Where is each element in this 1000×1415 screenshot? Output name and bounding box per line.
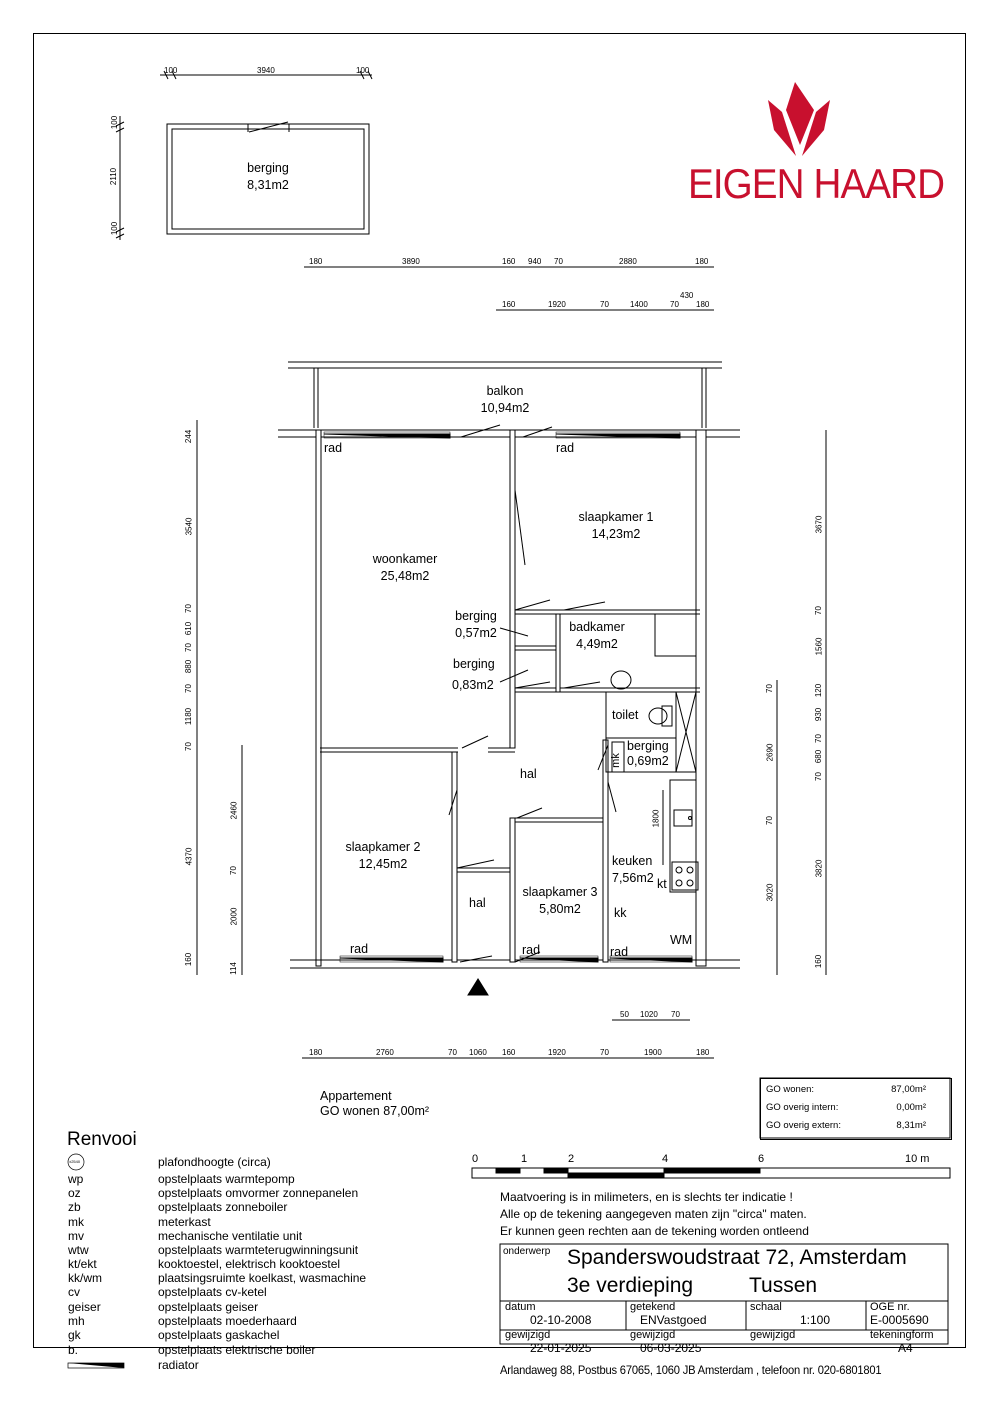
dim-storage-h-1: 3940 — [257, 66, 275, 75]
legend-code: mv — [68, 1229, 84, 1243]
schaal-value: 1:100 — [800, 1313, 831, 1327]
dim-top2-6: 180 — [696, 300, 710, 309]
dim-kitchen: 1800 — [651, 809, 661, 828]
legend-desc: opstelplaats gaskachel — [158, 1328, 280, 1342]
legend-desc: plafondhoogte (circa) — [158, 1155, 271, 1169]
legend-code: b. — [68, 1343, 79, 1357]
datum-value: 02-10-2008 — [530, 1313, 592, 1327]
legend-code: cv — [68, 1285, 80, 1299]
dim-bottom2-6: 70 — [600, 1048, 609, 1057]
tekeningform-value: A4 — [898, 1341, 913, 1355]
summary-line-1: Appartement — [320, 1089, 392, 1103]
dim-bottom2-7: 1900 — [644, 1048, 662, 1057]
gewijzigd-3-label: gewijzigd — [750, 1329, 796, 1341]
disclaimer — [500, 1189, 809, 1240]
dim-left2-3: 114 — [228, 962, 238, 975]
room-woonkamer — [360, 551, 450, 585]
room-slaapkamer-2-area: 12,45m2 — [358, 857, 408, 871]
dim-left-3: 610 — [184, 621, 194, 636]
dim-left-0: 244 — [184, 429, 194, 444]
dim-right-2: 1560 — [814, 637, 824, 656]
dim-left-10: 160 — [184, 952, 194, 967]
dim-right2-1: 2690 — [765, 743, 775, 762]
dim-bottom2-2: 70 — [448, 1048, 457, 1057]
dim-top1-6: 180 — [695, 257, 709, 266]
radiator-label-2: rad — [556, 441, 575, 455]
summary-line-2: GO wonen 87,00m² — [320, 1104, 430, 1118]
disclaimer-line-2: Alle op de tekening aangegeven maten zijn "circa" maten. — [500, 1207, 807, 1221]
getekend-value: ENVastgoed — [640, 1313, 707, 1327]
radiator-label-4: rad — [522, 943, 541, 957]
room-balkon-area: 10,94m2 — [480, 401, 530, 415]
room-keuken-area: 7,56m2 — [612, 871, 654, 885]
radiator-label-3: rad — [350, 942, 369, 956]
room-berging-2-area: 0,83m2 — [452, 678, 494, 692]
room-berging-1-area: 0,57m2 — [455, 626, 497, 640]
go-label: GO overig intern: — [766, 1102, 839, 1113]
legend-desc: mechanische ventilatie unit — [158, 1229, 303, 1243]
dim-left-1: 3540 — [184, 517, 194, 536]
dim-top2-3: 1400 — [630, 300, 648, 309]
scale-tick-0: 0 — [472, 1153, 479, 1165]
legend-desc: opstelplaats cv-ketel — [158, 1285, 267, 1299]
dim-top1-4: 70 — [554, 257, 563, 266]
room-slaapkamer-1-name: slaapkamer 1 — [578, 510, 654, 524]
dim-bottom1-0: 50 — [620, 1010, 629, 1019]
dim-bottom1-2: 70 — [671, 1010, 680, 1019]
room-hal-2: hal — [469, 896, 486, 910]
floor: 3e verdieping — [567, 1274, 694, 1297]
dim-left-2: 70 — [183, 604, 193, 613]
dim-top1-3: 940 — [528, 257, 542, 266]
legend-desc: radiator — [158, 1358, 199, 1372]
tekeningform-label: tekeningform — [870, 1329, 934, 1341]
dim-bottom1-1: 1020 — [640, 1010, 658, 1019]
room-slaapkamer-1 — [568, 509, 664, 543]
dim-right-3: 120 — [814, 683, 824, 698]
radiator-label-1: rad — [324, 441, 343, 455]
dim-bottom2-1: 2760 — [376, 1048, 394, 1057]
dim-right-5: 70 — [813, 734, 823, 743]
scale-tick-4: 6 — [758, 1153, 765, 1165]
dim-left-4: 70 — [183, 643, 193, 652]
room-koelkast: kk — [614, 906, 627, 920]
dim-right2-3: 3020 — [765, 883, 775, 902]
legend-code: kk/wm — [68, 1271, 102, 1285]
legend-code: oz — [68, 1186, 81, 1200]
eigen-haard-logo-text: EIGEN HAARD — [688, 160, 945, 207]
legend-desc: opstelplaats moederhaard — [158, 1314, 297, 1328]
legend-code: zb — [68, 1200, 81, 1214]
getekend-label: getekend — [630, 1301, 676, 1313]
dim-left-8: 70 — [183, 742, 193, 751]
oge-value: E-0005690 — [870, 1313, 929, 1327]
legend-code: gk — [68, 1328, 81, 1342]
ceiling-height-symbol: ±2540 — [69, 1159, 81, 1164]
dim-storage-h-2: 100 — [356, 66, 370, 75]
legend-desc: opstelplaats warmteterugwinningsunit — [158, 1243, 359, 1257]
dim-storage-h-0: 100 — [164, 66, 178, 75]
room-slaapkamer-3-area: 5,80m2 — [539, 902, 581, 916]
dim-bottom2-8: 180 — [696, 1048, 710, 1057]
scale-tick-2: 2 — [568, 1153, 575, 1165]
room-berging-2-name: berging — [453, 657, 495, 671]
dim-top2-4: 70 — [670, 300, 679, 309]
dim-bottom2-3: 1060 — [469, 1048, 487, 1057]
legend-desc: opstelplaats zonneboiler — [158, 1200, 288, 1214]
go-value: 0,00m² — [896, 1102, 926, 1113]
dim-storage-v-1: 2110 — [109, 167, 119, 186]
room-slaapkamer-3 — [512, 884, 608, 918]
room-badkamer — [565, 619, 629, 653]
legend-desc: opstelplaats elektrische boiler — [158, 1343, 316, 1357]
dim-top1-5: 2880 — [619, 257, 637, 266]
legend-code: kt/ekt — [68, 1257, 97, 1271]
scale-tick-3: 4 — [662, 1153, 669, 1165]
legend-desc: opstelplaats geiser — [158, 1300, 259, 1314]
dim-right-8: 3820 — [814, 859, 824, 878]
legend-title: Renvooi — [67, 1129, 137, 1150]
room-meterkast: mk — [609, 753, 622, 768]
dim-left-9: 4370 — [184, 847, 194, 866]
room-berging-1 — [448, 608, 504, 642]
gewijzigd-2-label: gewijzigd — [630, 1329, 676, 1341]
legend-code: geiser — [68, 1300, 101, 1314]
storage-label — [230, 160, 306, 194]
gewijzigd-2-value: 06-03-2025 — [640, 1341, 702, 1355]
dim-right-7: 70 — [813, 772, 823, 781]
dim-bottom2-0: 180 — [309, 1048, 323, 1057]
room-balkon — [470, 383, 540, 417]
dim-bottom2-4: 160 — [502, 1048, 516, 1057]
legend-desc: opstelplaats warmtepomp — [158, 1172, 295, 1186]
scale-tick-5: 10 m — [905, 1153, 930, 1165]
room-kooktoestel: kt — [657, 877, 667, 891]
room-berging-3-name: berging — [627, 739, 669, 753]
legend-code: mk — [68, 1215, 84, 1229]
dim-top2-5: 430 — [680, 291, 694, 300]
go-row-overig-extern — [766, 1120, 946, 1131]
dim-storage-v-0: 100 — [110, 115, 120, 130]
onderwerp-label: onderwerp — [503, 1246, 551, 1257]
storage-area: 8,31m2 — [247, 178, 289, 192]
dim-right2-0: 70 — [764, 684, 774, 693]
go-value: 87,00m² — [891, 1084, 926, 1095]
gewijzigd-1-value: 22-01-2025 — [530, 1341, 592, 1355]
room-slaapkamer-1-area: 14,23m2 — [591, 527, 641, 541]
radiator-label-5: rad — [610, 945, 629, 959]
address: Spanderswoudstraat 72, Amsterdam — [567, 1246, 907, 1269]
datum-label: datum — [505, 1301, 536, 1313]
go-row-wonen — [766, 1084, 946, 1095]
room-slaapkamer-2 — [335, 839, 431, 873]
legend-desc: opstelplaats omvormer zonnepanelen — [158, 1186, 359, 1200]
disclaimer-line-1: Maatvoering is in milimeters, en is slechts ter indicatie ! — [500, 1190, 793, 1204]
room-slaapkamer-2-name: slaapkamer 2 — [345, 840, 421, 854]
footer-address: Arlandaweg 88, Postbus 67065, 1060 JB Amsterdam , telefoon nr. 020-6801801 — [500, 1363, 882, 1377]
room-woonkamer-area: 25,48m2 — [380, 569, 430, 583]
scale-tick-1: 1 — [521, 1153, 528, 1165]
dim-top2-2: 70 — [600, 300, 609, 309]
room-badkamer-name: badkamer — [569, 620, 625, 634]
dim-right-1: 70 — [813, 606, 823, 615]
legend-code: mh — [68, 1314, 85, 1328]
dim-right-9: 160 — [814, 954, 824, 969]
room-berging-3-area: 0,69m2 — [627, 754, 669, 768]
oge-label: OGE nr. — [870, 1301, 910, 1313]
schaal-label: schaal — [750, 1301, 782, 1313]
room-toilet: toilet — [612, 708, 639, 722]
go-label: GO overig extern: — [766, 1120, 841, 1131]
go-row-overig-intern — [766, 1102, 946, 1113]
dim-top2-0: 160 — [502, 300, 516, 309]
dim-top1-1: 3890 — [402, 257, 420, 266]
dim-top1-0: 180 — [309, 257, 323, 266]
room-badkamer-area: 4,49m2 — [576, 637, 618, 651]
dim-right2-2: 70 — [764, 816, 774, 825]
eigen-haard-logo-mark — [768, 82, 830, 156]
dim-storage-v-2: 100 — [110, 221, 120, 236]
legend-desc: plaatsingsruimte koelkast, wasmachine — [158, 1271, 367, 1285]
dim-left-5: 880 — [184, 659, 194, 674]
room-keuken — [612, 853, 654, 887]
dim-left2-2: 2000 — [229, 907, 239, 926]
disclaimer-line-3: Er kunnen geen rechten aan de tekening worden ontleend — [500, 1224, 809, 1238]
dim-top2-1: 1920 — [548, 300, 566, 309]
dim-right-6: 680 — [814, 749, 824, 764]
legend-desc: meterkast — [158, 1215, 211, 1229]
room-berging-1-name: berging — [455, 609, 497, 623]
dim-left2-0: 2460 — [229, 801, 239, 820]
room-balkon-name: balkon — [486, 384, 524, 398]
dim-right-4: 930 — [814, 707, 824, 722]
apartment-summary — [320, 1089, 429, 1119]
room-keuken-name: keuken — [612, 854, 653, 868]
go-table — [760, 1078, 952, 1140]
go-label: GO wonen: — [766, 1084, 815, 1095]
room-hal: hal — [520, 767, 537, 781]
room-berging-3 — [627, 739, 669, 769]
legend-code: wtw — [68, 1243, 89, 1257]
storage-name: berging — [247, 161, 289, 175]
dim-right-0: 3670 — [814, 515, 824, 534]
dim-left-7: 1180 — [184, 707, 194, 726]
position-type: Tussen — [749, 1274, 818, 1297]
dim-top1-2: 160 — [502, 257, 516, 266]
dim-left2-1: 70 — [228, 866, 238, 875]
room-slaapkamer-3-name: slaapkamer 3 — [522, 885, 598, 899]
dim-bottom2-5: 1920 — [548, 1048, 566, 1057]
room-wasmachine: WM — [670, 933, 693, 947]
legend-code: wp — [68, 1172, 84, 1186]
legend-desc: kooktoestel, elektrisch kooktoestel — [158, 1257, 341, 1271]
gewijzigd-1-label: gewijzigd — [505, 1329, 551, 1341]
dim-left-6: 70 — [183, 684, 193, 693]
go-value: 8,31m² — [896, 1120, 926, 1131]
room-woonkamer-name: woonkamer — [372, 552, 438, 566]
